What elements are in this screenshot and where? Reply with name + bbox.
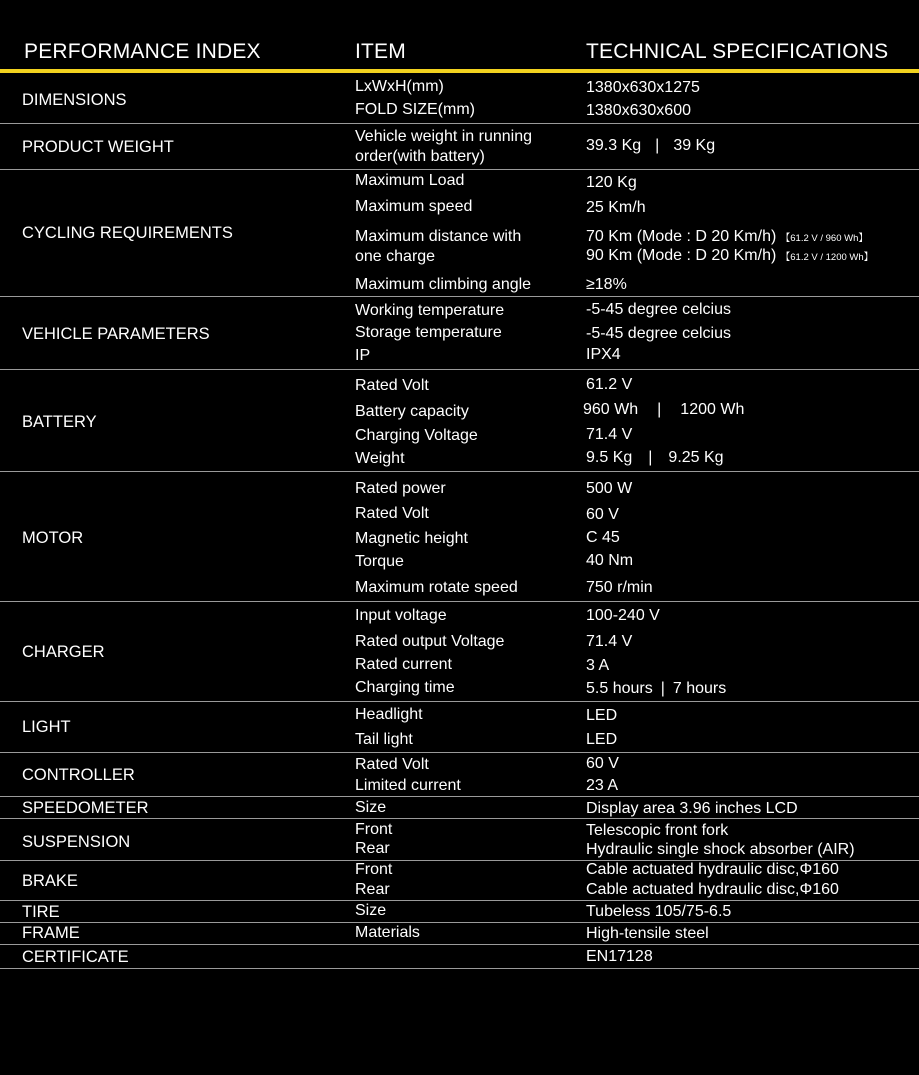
section-product-weight: PRODUCT WEIGHT xyxy=(22,138,174,156)
value-controller-rated-volt: 60 V xyxy=(586,755,619,772)
value-headlight: LED xyxy=(586,707,618,724)
value-suspension-rear: Hydraulic single shock absorber (AIR) xyxy=(586,841,855,858)
section-frame: FRAME xyxy=(22,924,80,942)
item-input-voltage: Input voltage xyxy=(355,607,447,624)
item-frame-materials: Materials xyxy=(355,924,420,941)
item-maximum-load: Maximum Load xyxy=(355,172,465,189)
item-battery-rated-volt: Rated Volt xyxy=(355,377,429,394)
section-speedometer: SPEEDOMETER xyxy=(22,799,149,817)
row-divider xyxy=(0,752,919,753)
section-cycling-requirements: CYCLING REQUIREMENTS xyxy=(22,224,233,242)
item-lxwxh: LxWxH(mm) xyxy=(355,78,444,95)
section-dimensions: DIMENSIONS xyxy=(22,91,127,109)
row-divider xyxy=(0,701,919,702)
section-battery: BATTERY xyxy=(22,413,97,431)
value-battery-capacity: 960 Wh | 1200 Wh xyxy=(583,401,745,418)
item-charging-time: Charging time xyxy=(355,679,455,696)
value-magnetic-height: C 45 xyxy=(586,529,620,546)
section-vehicle-parameters: VEHICLE PARAMETERS xyxy=(22,325,210,343)
value-battery-weight: 9.5 Kg | 9.25 Kg xyxy=(586,449,724,466)
value-charging-voltage: 71.4 V xyxy=(586,426,633,443)
item-working-temperature: Working temperature xyxy=(355,302,505,319)
value-motor-rated-volt: 60 V xyxy=(586,506,619,523)
item-storage-temperature: Storage temperature xyxy=(355,324,502,341)
item-brake-front: Front xyxy=(355,861,393,878)
section-charger: CHARGER xyxy=(22,643,105,661)
section-suspension: SUSPENSION xyxy=(22,833,131,851)
value-brake-rear: Cable actuated hydraulic disc,Φ160 xyxy=(586,881,839,898)
value-vehicle-weight: 39.3 Kg | 39 Kg xyxy=(586,137,716,154)
item-brake-rear: Rear xyxy=(355,881,390,898)
row-divider xyxy=(0,922,919,923)
item-motor-rated-volt: Rated Volt xyxy=(355,505,429,522)
section-motor: MOTOR xyxy=(22,529,84,547)
item-battery-capacity: Battery capacity xyxy=(355,403,469,420)
value-tail-light: LED xyxy=(586,731,618,748)
item-tail-light: Tail light xyxy=(355,731,413,748)
value-lxwxh: 1380x630x1275 xyxy=(586,79,700,96)
section-light: LIGHT xyxy=(22,718,71,736)
item-tire-size: Size xyxy=(355,902,387,919)
row-divider xyxy=(0,900,919,901)
item-headlight: Headlight xyxy=(355,706,423,723)
value-rated-output-voltage: 71.4 V xyxy=(586,633,633,650)
row-divider xyxy=(0,471,919,472)
item-fold-size: FOLD SIZE(mm) xyxy=(355,101,475,118)
row-divider xyxy=(0,601,919,602)
value-limited-current: 23 A xyxy=(586,777,619,794)
section-controller: CONTROLLER xyxy=(22,766,135,784)
value-frame-materials: High-tensile steel xyxy=(586,925,709,942)
value-working-temperature: -5-45 degree celcius xyxy=(586,301,731,318)
value-max-distance-960: 70 Km (Mode : D 20 Km/h) 【61.2 V / 960 Wh】 xyxy=(586,228,868,245)
value-tire-size: Tubeless 105/75-6.5 xyxy=(586,903,732,920)
item-ip: IP xyxy=(355,347,371,364)
row-divider xyxy=(0,169,919,170)
item-max-rotate-speed: Maximum rotate speed xyxy=(355,579,518,596)
item-max-distance-line1: Maximum distance with xyxy=(355,228,522,245)
item-suspension-rear: Rear xyxy=(355,840,390,857)
value-rated-power: 500 W xyxy=(586,480,633,497)
value-maximum-speed: 25 Km/h xyxy=(586,199,646,216)
item-max-climbing-angle: Maximum climbing angle xyxy=(355,276,532,293)
value-max-distance-1200: 90 Km (Mode : D 20 Km/h) 【61.2 V / 1200 Wh】 xyxy=(586,247,874,264)
value-battery-rated-volt: 61.2 V xyxy=(586,376,633,393)
item-torque: Torque xyxy=(355,553,404,570)
row-divider xyxy=(0,296,919,297)
value-speedometer-size: Display area 3.96 inches LCD xyxy=(586,800,798,817)
value-torque: 40 Nm xyxy=(586,552,634,569)
item-rated-power: Rated power xyxy=(355,480,446,497)
value-storage-temperature: -5-45 degree celcius xyxy=(586,325,731,342)
value-charging-time: 5.5 hours | 7 hours xyxy=(586,680,727,697)
header-performance-index: PERFORMANCE INDEX xyxy=(24,40,261,63)
section-certificate: CERTIFICATE xyxy=(22,948,129,966)
item-battery-weight: Weight xyxy=(355,450,405,467)
row-divider xyxy=(0,796,919,797)
item-rated-current: Rated current xyxy=(355,656,452,673)
value-certificate: EN17128 xyxy=(586,948,653,965)
item-magnetic-height: Magnetic height xyxy=(355,530,468,547)
item-charging-voltage: Charging Voltage xyxy=(355,427,478,444)
item-maximum-speed: Maximum speed xyxy=(355,198,473,215)
value-suspension-front: Telescopic front fork xyxy=(586,822,729,839)
row-divider xyxy=(0,123,919,124)
section-tire: TIRE xyxy=(22,903,60,921)
header-yellow-rule xyxy=(0,69,919,73)
row-divider xyxy=(0,968,919,969)
header-item: ITEM xyxy=(355,40,406,63)
item-max-distance-line2: one charge xyxy=(355,248,436,265)
header-technical-specifications: TECHNICAL SPECIFICATIONS xyxy=(586,40,889,63)
section-brake: BRAKE xyxy=(22,872,78,890)
value-max-climbing-angle: ≥18% xyxy=(586,276,627,293)
item-suspension-front: Front xyxy=(355,821,393,838)
item-speedometer-size: Size xyxy=(355,799,387,816)
item-rated-output-voltage: Rated output Voltage xyxy=(355,633,505,650)
item-limited-current: Limited current xyxy=(355,777,461,794)
value-max-rotate-speed: 750 r/min xyxy=(586,579,653,596)
value-input-voltage: 100-240 V xyxy=(586,607,660,624)
value-rated-current: 3 A xyxy=(586,657,610,674)
row-divider xyxy=(0,369,919,370)
value-ip: IPX4 xyxy=(586,346,621,363)
item-vehicle-weight-line2: order(with battery) xyxy=(355,148,485,165)
value-brake-front: Cable actuated hydraulic disc,Φ160 xyxy=(586,861,839,878)
value-maximum-load: 120 Kg xyxy=(586,174,637,191)
item-vehicle-weight-line1: Vehicle weight in running xyxy=(355,128,533,145)
row-divider xyxy=(0,818,919,819)
row-divider xyxy=(0,944,919,945)
item-controller-rated-volt: Rated Volt xyxy=(355,756,429,773)
value-fold-size: 1380x630x600 xyxy=(586,102,691,119)
